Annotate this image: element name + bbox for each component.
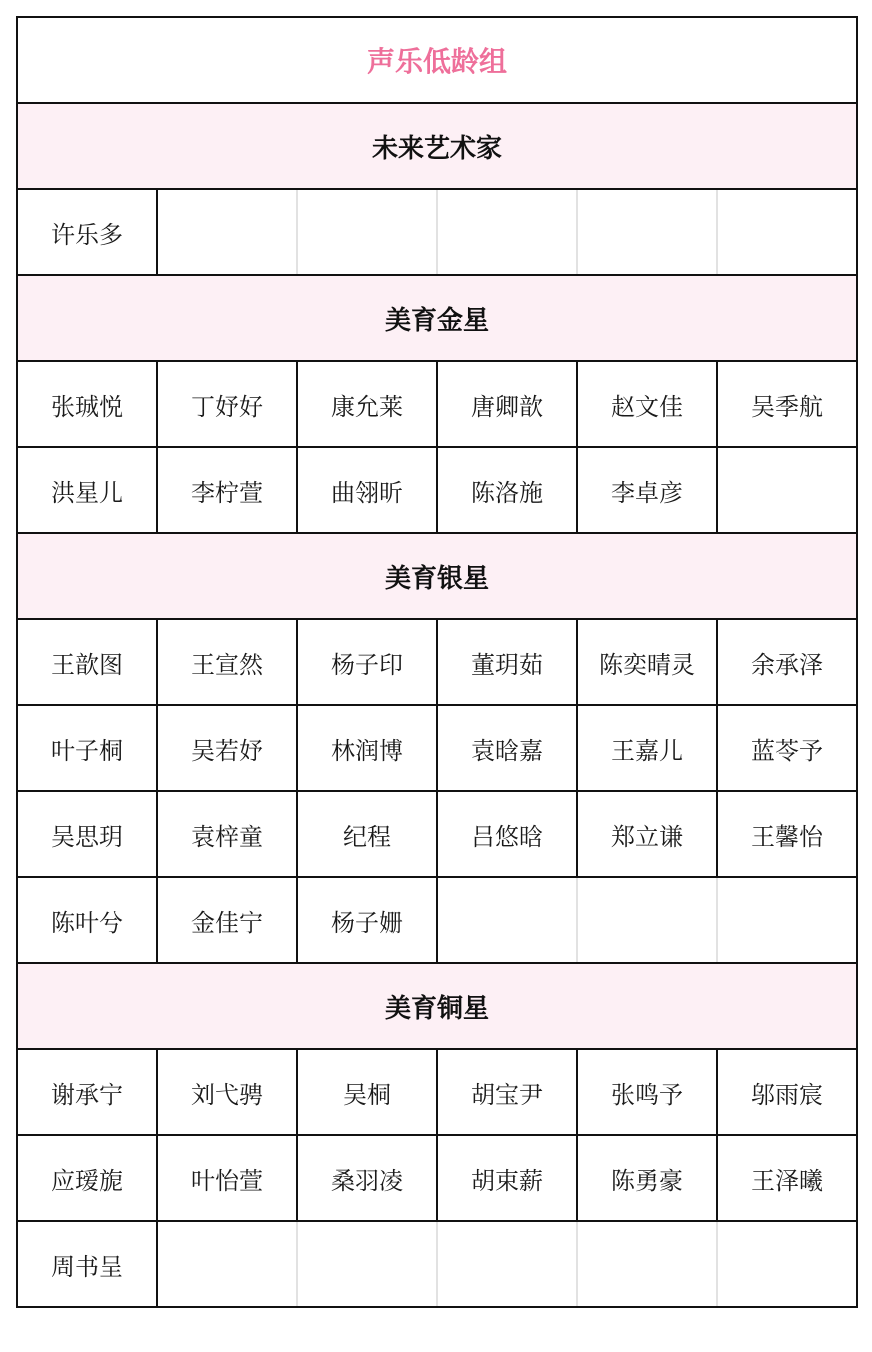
section-header-row [17,533,857,619]
table-row [17,447,857,533]
section-heading: 美育铜星 [17,963,857,1049]
awards-table [16,16,858,1308]
name-cell: 洪星儿 [17,447,157,533]
table-row [17,1221,857,1307]
empty-cell [157,189,297,275]
name-cell: 刘弋骋 [157,1049,297,1135]
name-cell: 李卓彦 [577,447,717,533]
table-row [17,1049,857,1135]
empty-cell [437,189,577,275]
name-cell: 叶怡萱 [157,1135,297,1221]
section-heading: 美育银星 [17,533,857,619]
name-cell: 胡束薪 [437,1135,577,1221]
table-row [17,1135,857,1221]
empty-cell [437,877,577,963]
name-cell: 桑羽凌 [297,1135,437,1221]
name-cell: 袁梓童 [157,791,297,877]
empty-cell [717,1221,857,1307]
name-cell: 许乐多 [17,189,157,275]
name-cell: 王嘉儿 [577,705,717,791]
table-row [17,791,857,877]
section-header-row [17,275,857,361]
name-cell: 谢承宁 [17,1049,157,1135]
name-cell: 吴桐 [297,1049,437,1135]
name-cell: 曲翎昕 [297,447,437,533]
name-cell: 郑立谦 [577,791,717,877]
name-cell: 王宣然 [157,619,297,705]
table-row [17,361,857,447]
table-row [17,189,857,275]
name-cell: 叶子桐 [17,705,157,791]
empty-cell [437,1221,577,1307]
empty-cell [297,1221,437,1307]
empty-cell [717,189,857,275]
name-cell: 陈奕晴灵 [577,619,717,705]
name-cell: 吕悠晗 [437,791,577,877]
name-cell: 杨子姗 [297,877,437,963]
name-cell: 陈洛施 [437,447,577,533]
name-cell: 周书呈 [17,1221,157,1307]
section-heading: 未来艺术家 [17,103,857,189]
name-cell: 王泽曦 [717,1135,857,1221]
name-cell: 袁晗嘉 [437,705,577,791]
table-row [17,619,857,705]
awards-table-body [17,17,857,1307]
name-cell: 张鸣予 [577,1049,717,1135]
name-cell: 胡宝尹 [437,1049,577,1135]
table-row [17,877,857,963]
table-row [17,705,857,791]
name-cell: 丁妤好 [157,361,297,447]
name-cell: 张珹悦 [17,361,157,447]
name-cell: 蓝苓予 [717,705,857,791]
name-cell: 陈勇豪 [577,1135,717,1221]
name-cell: 王馨怡 [717,791,857,877]
empty-cell [297,189,437,275]
empty-cell [717,877,857,963]
section-header-row [17,963,857,1049]
name-cell: 杨子印 [297,619,437,705]
name-cell: 唐卿歆 [437,361,577,447]
name-cell: 陈叶兮 [17,877,157,963]
section-heading: 美育金星 [17,275,857,361]
name-cell: 吴思玥 [17,791,157,877]
section-header-row [17,103,857,189]
name-cell: 邬雨宸 [717,1049,857,1135]
empty-cell [577,189,717,275]
name-cell: 董玥茹 [437,619,577,705]
name-cell: 余承泽 [717,619,857,705]
empty-cell [577,1221,717,1307]
name-cell: 王歆图 [17,619,157,705]
name-cell: 康允莱 [297,361,437,447]
name-cell: 金佳宁 [157,877,297,963]
name-cell: 吴季航 [717,361,857,447]
name-cell: 林润博 [297,705,437,791]
name-cell: 李柠萱 [157,447,297,533]
empty-cell [717,447,857,533]
empty-cell [577,877,717,963]
title-row [17,17,857,103]
name-cell: 吴若妤 [157,705,297,791]
name-cell: 应瑷旎 [17,1135,157,1221]
name-cell: 纪程 [297,791,437,877]
empty-cell [157,1221,297,1307]
table-title: 声乐低龄组 [17,17,857,103]
name-cell: 赵文佳 [577,361,717,447]
